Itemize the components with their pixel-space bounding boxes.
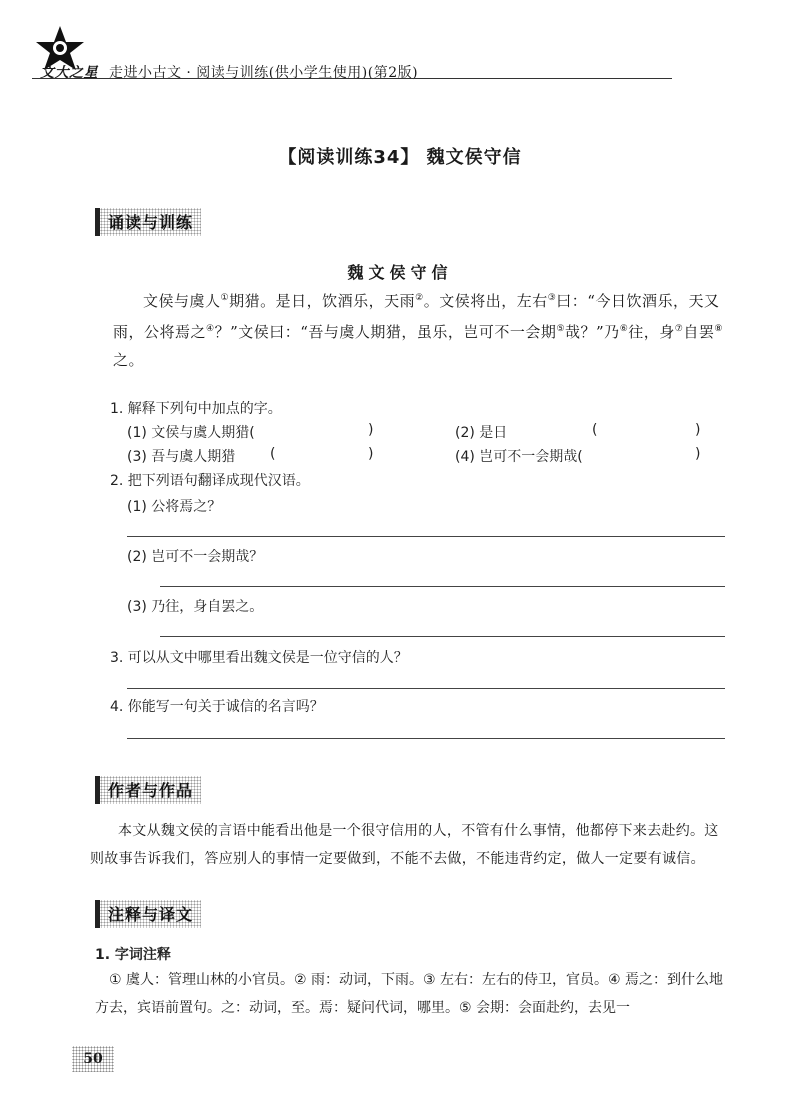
note-marker: ④: [206, 324, 215, 334]
passage-segment: 曰：“今日饮酒乐，天又雨，公将焉之: [113, 292, 720, 341]
question-4-stem: 4. 你能写一句关于诚信的名言吗？: [110, 699, 324, 715]
note-marker: ③: [547, 293, 557, 303]
page-number: 50: [72, 1046, 114, 1072]
note-marker: ②: [415, 293, 424, 303]
note-marker: ⑤: [556, 324, 566, 334]
passage-title: 魏文侯守信: [347, 263, 453, 282]
question-1-stem: 1. 解释下列句中加点的字。: [110, 401, 282, 417]
passage-segment: 文侯与虞人: [143, 292, 221, 310]
answer-line[interactable]: [160, 636, 725, 637]
question-1-item-3-close: ): [368, 446, 374, 462]
notes-subheading: 1. 字词注释: [95, 947, 171, 963]
brand-name: 文大之星: [40, 65, 98, 81]
lesson-title: 【阅读训练34】 魏文侯守信: [278, 147, 522, 168]
note-marker: ⑦: [674, 324, 684, 334]
question-2-item-1: (1) 公将焉之？: [127, 499, 222, 515]
passage-segment: 往，身: [628, 323, 675, 341]
running-header: [40, 62, 418, 82]
header-rule: [32, 78, 672, 79]
note-marker: ⑧: [714, 324, 723, 334]
section-heading-notes: 注释与译文: [95, 900, 201, 928]
passage-segment: 自罢: [683, 323, 715, 341]
question-1-item-3: (3) 吾与虞人期猎: [127, 449, 236, 465]
question-2-stem: 2. 把下列语句翻译成现代汉语。: [110, 473, 310, 489]
question-1-item-2-close: ): [695, 422, 701, 438]
passage-text: [113, 284, 723, 374]
passage-segment: 期猎。是日，饮酒乐，天雨: [229, 292, 416, 310]
series-title: 走进小古文 · 阅读与训练(供小学生使用)(第2版): [108, 65, 419, 81]
answer-line[interactable]: [127, 738, 725, 739]
question-2-item-3: (3) 乃往，身自罢之。: [127, 599, 264, 615]
passage-segment: 。文侯将出，左右: [423, 292, 548, 310]
question-1-item-4-close: ): [695, 446, 701, 462]
note-marker: ⑥: [619, 324, 629, 334]
question-3-stem: 3. 可以从文中哪里看出魏文侯是一位守信的人？: [110, 650, 408, 666]
answer-line[interactable]: [127, 688, 725, 689]
notes-text: ① 虞人：管理山林的小官员。② 雨：动词，下雨。③ 左右：左右的侍卫，官员。④ 焉之：到什么地方去，宾语前置句。之：动词，至。焉：疑问代词，哪里。⑤ 会期：会面赴约，去见一: [95, 972, 724, 1016]
passage-segment: 哉？”乃: [565, 323, 620, 341]
passage-segment: 之。: [113, 351, 145, 369]
question-1-item-4: (4) 岂可不一会期哉(: [455, 449, 583, 465]
answer-line[interactable]: [160, 586, 725, 587]
question-2-item-2: (2) 岂可不一会期哉？: [127, 549, 264, 565]
note-marker: ①: [220, 293, 230, 303]
question-1-item-2-open: (: [592, 422, 598, 438]
question-1-item-2: (2) 是日: [455, 425, 508, 441]
passage-segment: ？”文侯曰：“吾与虞人期猎，虽乐，岂可不一会期: [214, 323, 557, 341]
section-heading-author: 作者与作品: [95, 776, 201, 804]
answer-line[interactable]: [127, 536, 725, 537]
author-text: 本文从魏文侯的言语中能看出他是一个很守信用的人，不管有什么事情，他都停下来去赴约。这则故事告诉我们，答应别人的事情一定要做到，不能不去做，不能违背约定，做人一定要有诚信。: [90, 823, 719, 867]
question-1-item-1: (1) 文侯与虞人期猎(: [127, 425, 255, 441]
section-heading-reading: 诵读与训练: [95, 208, 201, 236]
question-1-item-3-open: (: [270, 446, 276, 462]
question-1-item-1-close: ): [368, 422, 374, 438]
